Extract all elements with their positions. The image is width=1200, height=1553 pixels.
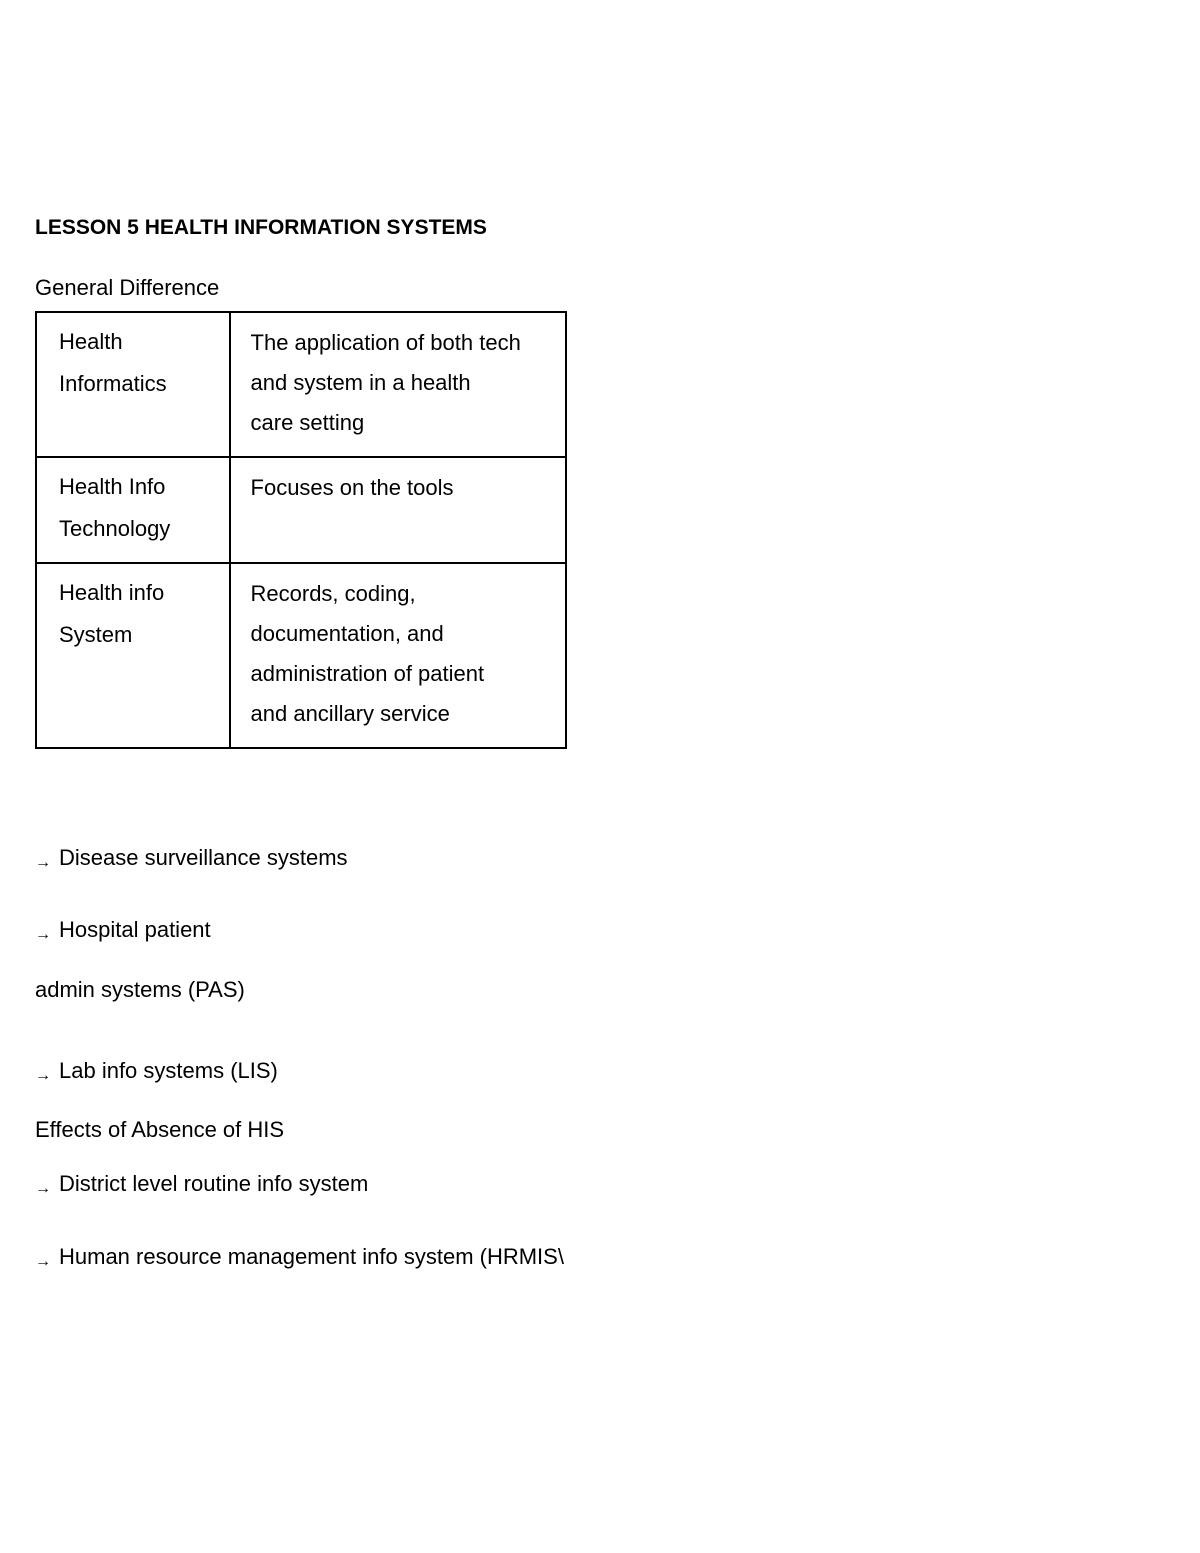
term-text: Health Informatics [59, 329, 167, 396]
table-row [36, 563, 566, 748]
table-row [36, 457, 566, 563]
arrow-icon: → [35, 926, 51, 943]
list-item-text: Human resource management info system (HRMIS\ [59, 1244, 564, 1269]
list-item-lab-info [35, 1058, 278, 1087]
table-cell-term [36, 312, 230, 457]
continuation-text-pas: admin systems (PAS) [35, 977, 245, 1002]
list-item-text: Hospital patient [59, 917, 211, 942]
arrow-icon: → [35, 1253, 51, 1270]
term-text: Health Info Technology [59, 474, 171, 541]
table-cell-description [230, 457, 566, 563]
arrow-icon: → [35, 854, 51, 871]
arrow-icon: → [35, 1067, 51, 1084]
list-item-text: Disease surveillance systems [59, 845, 348, 870]
section-heading-effects: Effects of Absence of HIS [35, 1117, 285, 1142]
section-heading-general-difference: General Difference [35, 275, 220, 300]
description-text: Focuses on the tools [250, 475, 454, 500]
table-cell-term [36, 457, 230, 563]
term-text: Health info System [59, 580, 165, 647]
arrow-icon: → [35, 1180, 51, 1197]
table-cell-term [36, 563, 230, 748]
table-cell-description [230, 563, 566, 748]
list-item-disease-surveillance [35, 845, 348, 874]
list-item-hrmis [35, 1244, 564, 1273]
table-cell-description [230, 312, 566, 457]
description-text: The application of both tech and system in a health care setting [250, 330, 521, 435]
list-item-district-level [35, 1171, 368, 1200]
table-row [36, 312, 566, 457]
page-title: LESSON 5 HEALTH INFORMATION SYSTEMS [35, 216, 487, 239]
description-text: Records, coding, documentation, and administration of patient and ancillary service [250, 581, 485, 726]
list-item-text: District level routine info system [59, 1171, 369, 1196]
list-item-text: Lab info systems (LIS) [59, 1058, 278, 1083]
difference-table [35, 311, 567, 749]
list-item-hospital-patient [35, 917, 211, 946]
